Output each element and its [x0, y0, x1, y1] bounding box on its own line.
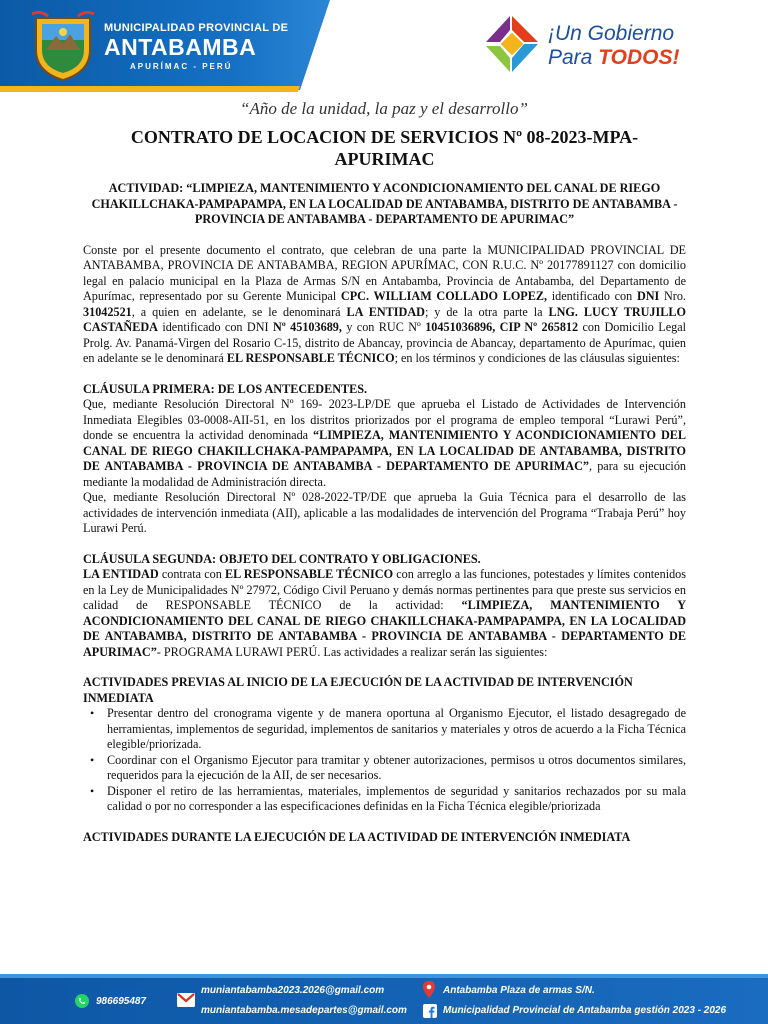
footer-bar [0, 974, 768, 1024]
municipality-name: ANTABAMBA [104, 34, 257, 60]
clause1-heading: CLÁUSULA PRIMERA: DE LOS ANTECEDENTES. [83, 381, 368, 396]
footer-email2[interactable]: muniantabamba.mesadepartes@gmail.com [201, 1005, 407, 1016]
clause1-paragraph1: Que, mediante Resolución Directoral Nº 169- 2023-LP/DE que aprueba el Listado de Actividades de Intervención Inmediata Elegibles 03-0008-AII-51, en los distritos priorizados por el programa de empleo temporal “Lurawi Perú”, donde se encuentra la actividad denominada “LIMPIEZA, MANTENIMIENTO Y ACONDICIONAMIENTO DEL CANAL DE RIEGO CHAKILLCHAKA-PAMPAPAMPA, EN LA LOCALIDAD DE ANTABAMBA, DISTRITO DE ANTABAMBA - PROVINCIA DE ANTABAMBA - DEPARTAMENTO DE APURIMAC”, para su ejecución mediante la modalidad de Administración directa. [83, 397, 687, 489]
pre-activities-heading: ACTIVIDADES PREVIAS AL INICIO DE LA EJECUCIÓN DE LA ACTIVIDAD DE INTERVENCIÓN INMEDIATA [83, 675, 633, 705]
pre-activities-list [83, 706, 686, 815]
list-item: • Disponer el retiro de las herramientas, materiales, implementos de seguridad y sanitarios rechazados por su mala calidad o por no corresponder a las especificaciones definidas en la Ficha Técnica elegible/priorizada [83, 784, 686, 815]
header-gold-stripe [0, 86, 300, 92]
municipality-label: MUNICIPALIDAD PROVINCIAL DE [104, 22, 289, 34]
gobierno-slogan-line2: Para TODOS! [548, 46, 680, 69]
gmail-icon [177, 993, 195, 1007]
footer-phone: 986695487 [96, 996, 147, 1007]
location-pin-icon [423, 981, 435, 998]
year-motto: “Año de la unidad, la paz y el desarrollo” [240, 99, 528, 118]
municipal-shield-logo [30, 10, 96, 82]
footer-address: Antabamba Plaza de armas S/N. [443, 985, 595, 996]
intro-paragraph: Conste por el presente documento el contrato, que celebran de una parte la MUNICIPALIDAD PROVINCIAL DE ANTABAMBA, PROVINCIA DE ANTABAMBA, REGION APURÍMAC, CON R.U.C. Nº 20177891127 con domicilio legal en palacio municipal en la Plaza de Armas S/N en Antabamba, Provincia de Antabamba, del Departamento de Apurímac, representado por su Gerente Municipal CPC. WILLIAM COLLADO LOPEZ, identificado con DNI Nro. 31042521, a quien en adelante, se le denominará LA ENTIDAD; y de la otra parte la LNG. LUCY TRUJILLO CASTAÑEDA identificado con DNI Nº 45103689, y con RUC Nº 10451036896, CIP Nº 265812 con Domicilio Legal Prolg. Av. Panamá-Virgen del Rosario C-15, distrito de Abancay, provincia de Abancay, departamento de Apurímac, quien en adelante se le denominará EL RESPONSABLE TÉCNICO; en los términos y condiciones de las cláusulas siguientes: [83, 242, 687, 365]
clause1-paragraph2: Que, mediante Resolución Directoral Nº 028-2022-TP/DE que aprueba la Guia Técnica para el desarrollo de las actividades de intervención inmediata (AII), aplicable a las modalidades de intervención del Programa “Trabaja Perú” hoy Lurawi Perú. [83, 490, 686, 535]
gobierno-logo-icon [484, 14, 540, 74]
clause2-heading: CLÁUSULA SEGUNDA: OBJETO DEL CONTRATO Y OBLIGACIONES. [83, 551, 481, 566]
contract-title: CONTRATO DE LOCACION DE SERVICIOS Nº 08-2023-MPA-APURIMAC [130, 127, 639, 169]
list-item: • Coordinar con el Organismo Ejecutor para tramitar y obtener autorizaciones, permisos u otros documentos similares, requeridos para la ejecución de la AII, de ser necesarios. [83, 753, 686, 784]
during-activities-heading: ACTIVIDADES DURANTE LA EJECUCIÓN DE LA ACTIVIDAD DE INTERVENCIÓN INMEDIATA [83, 829, 631, 844]
municipality-region: APURÍMAC - PERÚ [130, 62, 233, 71]
clause2-paragraph: LA ENTIDAD contrata con EL RESPONSABLE TÉCNICO con arreglo a las funciones, potestades y límites contenidos en la Ley de Municipalidades Nº 27972, Código Civil Peruano y demás normas pertinentes para que preste sus servicios en calidad de RESPONSABLE TÉCNICO de la actividad: “LIMPIEZA, MANTENIMIENTO Y ACONDICIONAMIENTO DEL CANAL DE RIEGO CHAKILLCHAKA-PAMPAPAMPA, EN LA LOCALIDAD DE ANTABAMBA, DISTRITO DE ANTABAMBA - PROVINCIA DE ANTABAMBA - DEPARTAMENTO DE APURIMAC”- PROGRAMA LURAWI PERÚ. Las actividades a realizar serán las siguientes: [83, 567, 687, 659]
activity-title: ACTIVIDAD: “LIMPIEZA, MANTENIMIENTO Y ACONDICIONAMIENTO DEL CANAL DE RIEGO CHAKILLCHAKA-PAMPAPAMPA, EN LA LOCALIDAD DE ANTABAMBA, DISTRITO DE ANTABAMBA - PROVINCIA DE ANTABAMBA - DEPARTAMENTO DE APURIMAC” [91, 181, 678, 226]
document-body [83, 126, 686, 845]
list-item: • Presentar dentro del cronograma vigente y de manera oportuna al Organismo Ejecutor, el listado desagregado de herramientas, implementos de seguridad, implementos de sanitarios y materiales y otros de acuerdo a la Ficha Técnica elegible/priorizada. [83, 706, 686, 753]
gobierno-slogan-line1: ¡Un Gobierno [548, 22, 675, 45]
footer-facebook[interactable]: Municipalidad Provincial de Antabamba gestión 2023 - 2026 [443, 1005, 727, 1016]
whatsapp-icon [74, 993, 90, 1009]
facebook-icon [423, 1004, 437, 1018]
footer-email1[interactable]: muniantabamba2023.2026@gmail.com [201, 985, 385, 996]
